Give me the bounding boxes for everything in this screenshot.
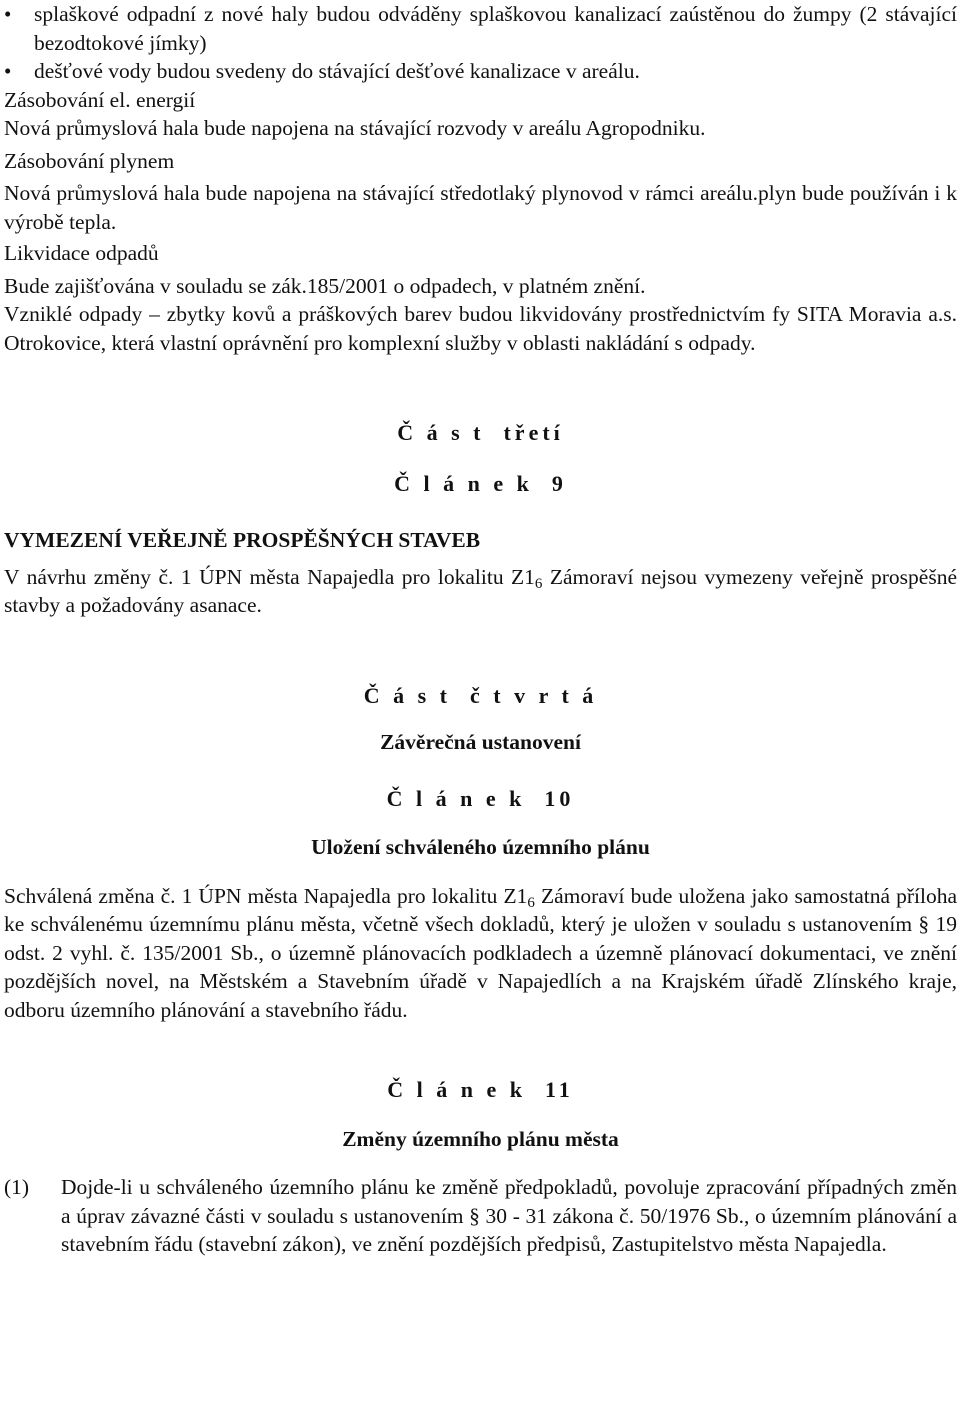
heading-gas: Zásobování plynem <box>4 148 175 173</box>
part-four-title: Č á s t č t v r t á <box>363 682 598 708</box>
bullet-item-sewage: • splaškové odpadní z nové haly budou odváděny splaškovou kanalizací zaústěnou do žumpy (2 stávající bezodtokové jímky) <box>4 0 957 57</box>
heading-waste: Likvidace odpadů <box>4 241 159 265</box>
heading-electricity: Zásobování el. energií <box>4 87 196 112</box>
article-10-text-end: Zámoraví bude uložena jako samostatná příloha ke schválenému územnímu plánu města, včetně všech dokladů, který je uložen v souladu s ustanovením § 19 odst. 2 vyhl. č. 135/2001 Sb., o územně plánovacích podkladech a územně plánovací dokumentaci, ve znění pozdějších novel, na Městském a Stavebním úřadě v Napajedlích a na Krajském úřadě Zlínského kraje, odboru územního plánování a stavebního řádu. <box>4 883 957 1022</box>
final-provisions-heading: Závěrečná ustanovení <box>380 730 581 754</box>
article-11-title: Č l á n e k 11 <box>387 1077 574 1102</box>
text-gas: Nová průmyslová hala bude napojena na stávající středotlaký plynovod v rámci areálu.plyn bude používán i k výrobě tepla. <box>4 181 957 234</box>
article-10-title: Č l á n e k 10 <box>386 785 575 811</box>
article-11-item-number: (1) <box>4 1175 30 1199</box>
locality-subscript: 6 <box>534 575 543 592</box>
text-waste-2: Vzniklé odpady – zbytky kovů a práškových barev budou likvidovány prostřednictvím fy SITA Moravia a.s. Otrokovice, která vlastní oprávnění pro komplexní služby v oblasti nakládání s odpady. <box>4 302 957 355</box>
public-works-text-end: Zámoraví nejsou vymezeny veřejně prospěšné stavby a požadovány asanace. <box>4 564 957 617</box>
public-works-heading: VYMEZENÍ VEŘEJNĚ PROSPĚŠNÝCH STAVEB <box>4 528 481 552</box>
article-11-item-1 <box>4 1173 957 1259</box>
article-10-text-start: Schválená změna č. 1 ÚPN města Napajedla pro lokalitu Z1 <box>4 883 528 908</box>
public-works-text <box>4 563 957 620</box>
bullet-list <box>4 0 957 86</box>
text-electricity: Nová průmyslová hala bude napojena na stávající rozvody v areálu Agropodniku. <box>4 116 706 140</box>
article-10-heading: Uložení schváleného územního plánu <box>311 835 650 859</box>
bullet-item-rainwater: • dešťové vody budou svedeny do stávající dešťové kanalizace v areálu. <box>4 57 957 86</box>
text-waste-1: Bude zajišťována v souladu se zák.185/2001 o odpadech, v platném znění. <box>4 273 646 298</box>
part-three-title: Č á s t třetí <box>397 420 564 445</box>
article-11-item-text: Dojde-li u schváleného územního plánu ke změně předpokladů, povoluje zpracování případných změn a úprav závazné části v souladu s ustanovením § 30 - 31 zákona č. 50/1976 Sb., o územním plánování a stavebním řádu (stavební zákon), ve znění pozdějších předpisů, Zastupitelstvo města Napajedla. <box>61 1175 957 1256</box>
article-10-text <box>4 882 957 1025</box>
public-works-text-start: V návrhu změny č. 1 ÚPN města Napajedla pro lokalitu Z1 <box>4 564 535 589</box>
article-11-heading: Změny územního plánu města <box>342 1126 619 1151</box>
article-9-title: Č l á n e k 9 <box>394 470 567 496</box>
locality-subscript-2: 6 <box>527 894 535 911</box>
